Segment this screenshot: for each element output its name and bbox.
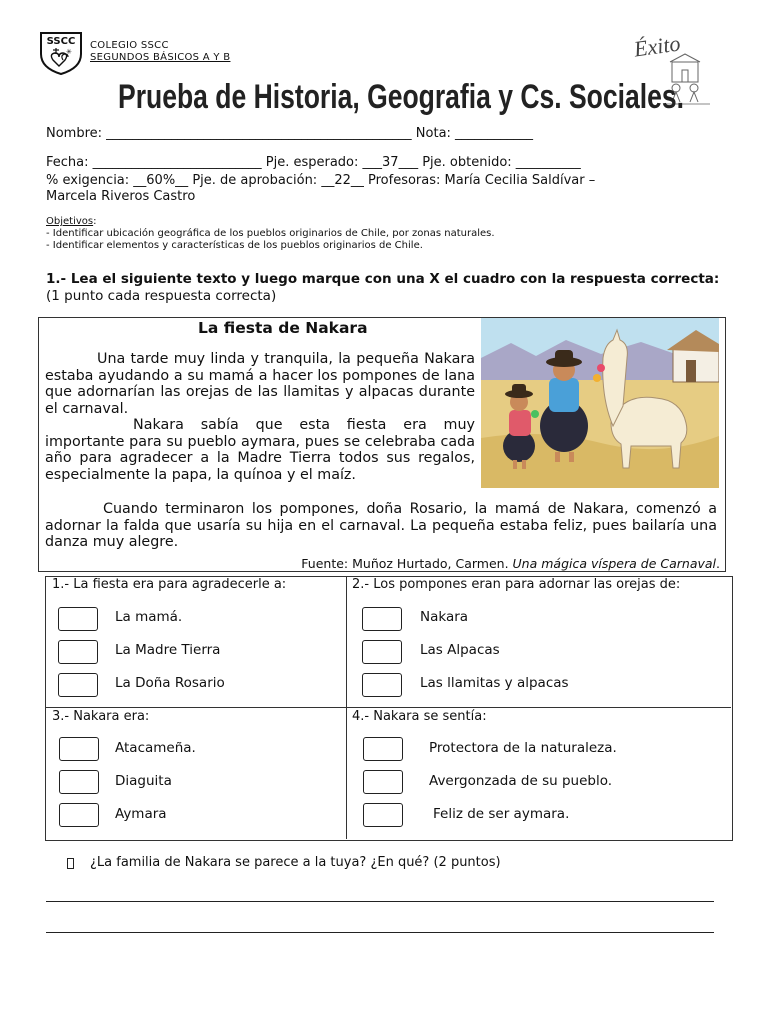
grade-label: SEGUNDOS BÁSICOS A Y B bbox=[90, 52, 231, 63]
option-label: La Doña Rosario bbox=[115, 675, 225, 691]
nombre-field[interactable]: Nombre: _______________________________________________ Nota: ____________ bbox=[46, 126, 534, 141]
page-title: Prueba de Historia, Geografia y Cs. Sociales. bbox=[118, 78, 684, 116]
answer-checkbox[interactable] bbox=[58, 640, 98, 664]
answer-line[interactable] bbox=[46, 901, 714, 902]
question-1-label: 1.- La fiesta era para agradecerle a: bbox=[52, 577, 287, 592]
school-logo bbox=[38, 30, 84, 76]
question-instructions bbox=[46, 271, 722, 305]
answer-checkbox[interactable] bbox=[362, 607, 402, 631]
option-label: Las Alpacas bbox=[420, 642, 500, 658]
story-paragraph-3: Cuando terminaron los pompones, doña Rosario, la mamá de Nakara, comenzó a adornar la falda que usaría su hija en el carnaval. La pequeña estaba feliz, pues bailaría una danza muy alegre. bbox=[45, 501, 717, 550]
nakara-llama-illustration bbox=[481, 318, 719, 488]
grid-horizontal-divider bbox=[45, 707, 731, 708]
instruction-points: (1 punto cada respuesta correcta) bbox=[46, 288, 277, 304]
svg-text:✳: ✳ bbox=[66, 48, 72, 56]
school-name: COLEGIO SSCC bbox=[90, 40, 169, 51]
option-label: La Madre Tierra bbox=[115, 642, 221, 658]
option-label: Diaguita bbox=[115, 773, 172, 789]
objective-item: - Identificar ubicación geográfica de los pueblos originarios de Chile, por zonas naturales. bbox=[46, 228, 495, 239]
answer-checkbox[interactable] bbox=[362, 640, 402, 664]
story-paragraph-2: Nakara sabía que esta fiesta era muy importante para su pueblo aymara, pues se celebraba cada año para agradecer a la Madre Tierra todos sus regalos, especialmente la papa, la quínoa y el maíz. bbox=[45, 417, 475, 483]
fecha-field[interactable]: Fecha: __________________________ Pje. esperado: ___37___ Pje. obtenido: __________ bbox=[46, 155, 581, 170]
option-label: Atacameña. bbox=[115, 740, 196, 756]
source-book: Una mágica víspera de Carnaval bbox=[512, 556, 717, 571]
option-label: Aymara bbox=[115, 806, 167, 822]
option-label: Las llamitas y alpacas bbox=[420, 675, 569, 691]
story-source bbox=[301, 556, 720, 571]
answer-checkbox[interactable] bbox=[58, 607, 98, 631]
exigencia-line: % exigencia: __60%__ Pje. de aprobación: __22__ Profesoras: María Cecilia Saldívar – bbox=[46, 173, 596, 188]
answer-checkbox[interactable] bbox=[59, 737, 99, 761]
answer-checkbox[interactable] bbox=[59, 803, 99, 827]
story-paragraph-1: Una tarde muy linda y tranquila, la pequeña Nakara estaba ayudando a su mamá a hacer los pompones de lana que adornarían las orejas de las llamitas y alpacas durante el carnaval. bbox=[45, 351, 475, 417]
answer-checkbox[interactable] bbox=[363, 737, 403, 761]
objective-item: - Identificar elementos y características de los pueblos originarios de Chile. bbox=[46, 240, 423, 251]
objectives: Objetivos: - Identificar ubicación geográfica de los pueblos originarios de Chile, por zonas naturales. - Identificar elementos y características de los pueblos originarios de Chile. bbox=[46, 216, 495, 251]
option-label: La mamá. bbox=[115, 609, 183, 625]
question-5-label: ¿La familia de Nakara se parece a la tuya? ¿En qué? (2 puntos) bbox=[90, 855, 501, 870]
story-title: La fiesta de Nakara bbox=[198, 319, 368, 337]
answer-checkbox[interactable] bbox=[363, 770, 403, 794]
objectives-heading: Objetivos bbox=[46, 216, 94, 227]
option-label: Nakara bbox=[420, 609, 469, 625]
answer-checkbox[interactable] bbox=[59, 770, 99, 794]
exito-text: Éxito bbox=[632, 30, 682, 62]
option-label: Feliz de ser aymara. bbox=[433, 806, 570, 822]
instruction-bold: 1.- Lea el siguiente texto y luego marque con una X el cuadro con la respuesta correcta: bbox=[46, 271, 720, 287]
option-label: Avergonzada de su pueblo. bbox=[429, 773, 613, 789]
source-prefix: Fuente: Muñoz Hurtado, Carmen. bbox=[301, 556, 513, 571]
answer-checkbox[interactable] bbox=[362, 673, 402, 697]
profesoras-line: Marcela Riveros Castro bbox=[46, 189, 196, 204]
question-4-label: 4.- Nakara se sentía: bbox=[352, 709, 487, 724]
bullet-icon bbox=[67, 858, 74, 869]
answer-checkbox[interactable] bbox=[58, 673, 98, 697]
question-2-label: 2.- Los pompones eran para adornar las orejas de: bbox=[352, 577, 681, 592]
source-suffix: . bbox=[716, 556, 720, 571]
question-3-label: 3.- Nakara era: bbox=[52, 709, 150, 724]
answer-checkbox[interactable] bbox=[363, 803, 403, 827]
story-body-top bbox=[45, 351, 475, 483]
option-label: Protectora de la naturaleza. bbox=[429, 740, 617, 756]
answer-line[interactable] bbox=[46, 932, 714, 933]
svg-text:SSCC: SSCC bbox=[46, 36, 76, 47]
